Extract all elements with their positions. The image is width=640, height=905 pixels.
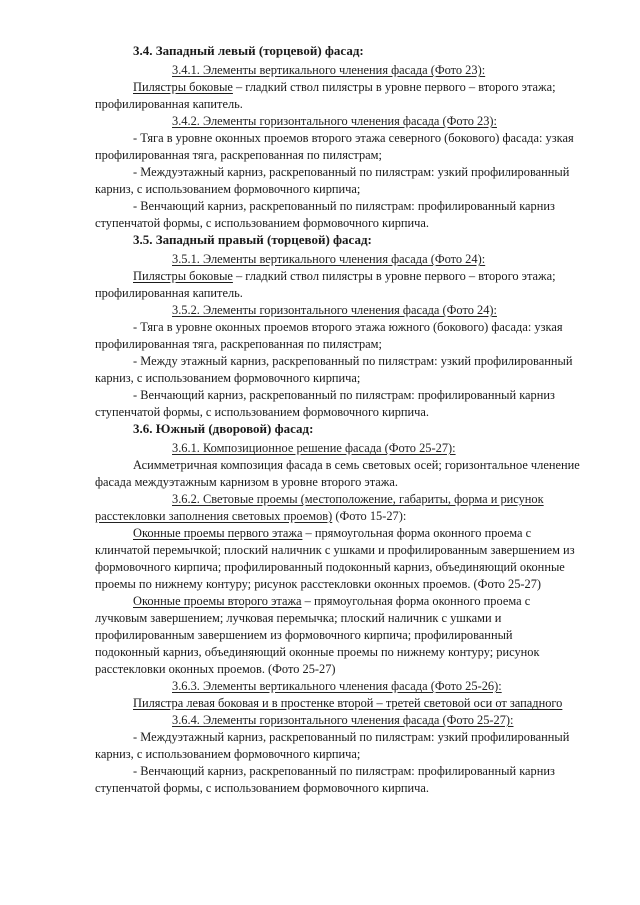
term-second-floor-windows: Оконные проемы второго этажа	[133, 594, 302, 608]
subsection-3-4-2: 3.4.2. Элементы горизонтального членения фасада (Фото 23):	[172, 114, 497, 128]
paragraph-line: формовочного кирпича; профилированный подоконный карниз, объединяющий оконные	[95, 560, 565, 574]
paragraph-line	[133, 593, 640, 609]
paragraph-line	[133, 268, 640, 284]
list-item-line: карниз, с использованием формовочного кирпича;	[95, 182, 361, 196]
text-fragment: – гладкий ствол пилястры в уровне первого – второго этажа;	[232, 80, 556, 94]
subsection-3-5-1: 3.5.1. Элементы вертикального членения фасада (Фото 24):	[172, 252, 486, 266]
subsection-3-6-3: 3.6.3. Элементы вертикального членения фасада (Фото 25-26):	[172, 679, 502, 693]
list-item-line: - Междуэтажный карниз, раскрепованный по пилястрам: узкий профилированный	[133, 730, 570, 744]
text-fragment: – гладкий ствол пилястры в уровне первого – второго этажа;	[232, 269, 556, 283]
paragraph-line: лучковым завершением; лучковая перемычка; плоский наличник с ушками и	[95, 611, 502, 625]
text-fragment: – прямоугольная форма оконного проема с	[302, 526, 532, 540]
paragraph-line: подоконный карниз, объединяющий оконные проемы по нижнему контуру; рисунок	[95, 645, 540, 659]
list-item-line: - Тяга в уровне оконных проемов второго этажа северного (бокового) фасада: узкая	[133, 131, 574, 145]
list-item-line: профилированная тяга, раскрепованная по пилястрам;	[95, 148, 382, 162]
term-pilasters: Пилястры боковые	[133, 269, 233, 283]
list-item-line: ступенчатой формы, с использованием формовочного кирпича.	[95, 216, 429, 230]
list-item-line: ступенчатой формы, с использованием формовочного кирпича.	[95, 781, 429, 795]
section-heading-3-4: 3.4. Западный левый (торцевой) фасад:	[133, 43, 364, 58]
section-heading-3-6: 3.6. Южный (дворовой) фасад:	[133, 421, 314, 436]
list-item-line: - Венчающий карниз, раскрепованный по пилястрам: профилированный карниз	[133, 764, 555, 778]
paragraph-line: расстекловки оконных проемов. (Фото 25-27)	[95, 662, 336, 676]
text-fragment: расстекловки заполнения световых проемов)	[95, 509, 333, 523]
list-item-line: - Междуэтажный карниз, раскрепованный по пилястрам: узкий профилированный	[133, 165, 570, 179]
text-fragment: (Фото 15-27):	[332, 509, 407, 523]
list-item-line: - Венчающий карниз, раскрепованный по пилястрам: профилированный карниз	[133, 199, 555, 213]
paragraph-line	[133, 79, 640, 95]
list-item-line: карниз, с использованием формовочного кирпича;	[95, 371, 361, 385]
term-first-floor-windows: Оконные проемы первого этажа	[133, 526, 303, 540]
list-item-line: - Тяга в уровне оконных проемов второго этажа южного (бокового) фасада: узкая	[133, 320, 563, 334]
list-item-line: - Венчающий карниз, раскрепованный по пилястрам: профилированный карниз	[133, 388, 555, 402]
section-heading-3-5: 3.5. Западный правый (торцевой) фасад:	[133, 232, 372, 247]
subsection-3-5-2: 3.5.2. Элементы горизонтального членения фасада (Фото 24):	[172, 303, 497, 317]
subsection-3-6-2: 3.6.2. Световые проемы (местоположение, габариты, форма и рисунок	[172, 492, 544, 506]
term-pilasters: Пилястры боковые	[133, 80, 233, 94]
paragraph-line: клинчатой перемычкой; плоский наличник с ушками и профилированным завершением из	[95, 543, 575, 557]
subsection-3-6-4: 3.6.4. Элементы горизонтального членения фасада (Фото 25-27):	[172, 713, 514, 727]
paragraph-line: профилированным завершением из формовочного кирпича; профилированный	[95, 628, 513, 642]
subsection-3-6-1: 3.6.1. Композиционное решение фасада (Фото 25-27):	[172, 441, 456, 455]
paragraph-line: профилированная капитель.	[95, 286, 243, 300]
list-item-line: карниз, с использованием формовочного кирпича;	[95, 747, 361, 761]
subsection-3-4-1: 3.4.1. Элементы вертикального членения фасада (Фото 23):	[172, 63, 486, 77]
list-item-line: профилированная тяга, раскрепованная по пилястрам;	[95, 337, 382, 351]
paragraph-line: проемы по нижнему контуру; рисунок расстекловки оконных проемов. (Фото 25-27)	[95, 577, 542, 591]
subsection-3-6-2-cont	[95, 508, 640, 524]
text-fragment: – прямоугольная форма оконного проема с	[301, 594, 531, 608]
list-item-line: ступенчатой формы, с использованием формовочного кирпича.	[95, 405, 429, 419]
paragraph-line: Пилястра левая боковая и в простенке второй – третей световой оси от западного	[133, 696, 563, 710]
paragraph-line: Асимметричная композиция фасада в семь световых осей; горизонтальное членение	[133, 458, 580, 472]
paragraph-line	[133, 525, 640, 541]
list-item-line: - Между этажный карниз, раскрепованный по пилястрам: узкий профилированный	[133, 354, 573, 368]
paragraph-line: фасада междуэтажным карнизом в уровне второго этажа.	[95, 475, 398, 489]
paragraph-line: профилированная капитель.	[95, 97, 243, 111]
